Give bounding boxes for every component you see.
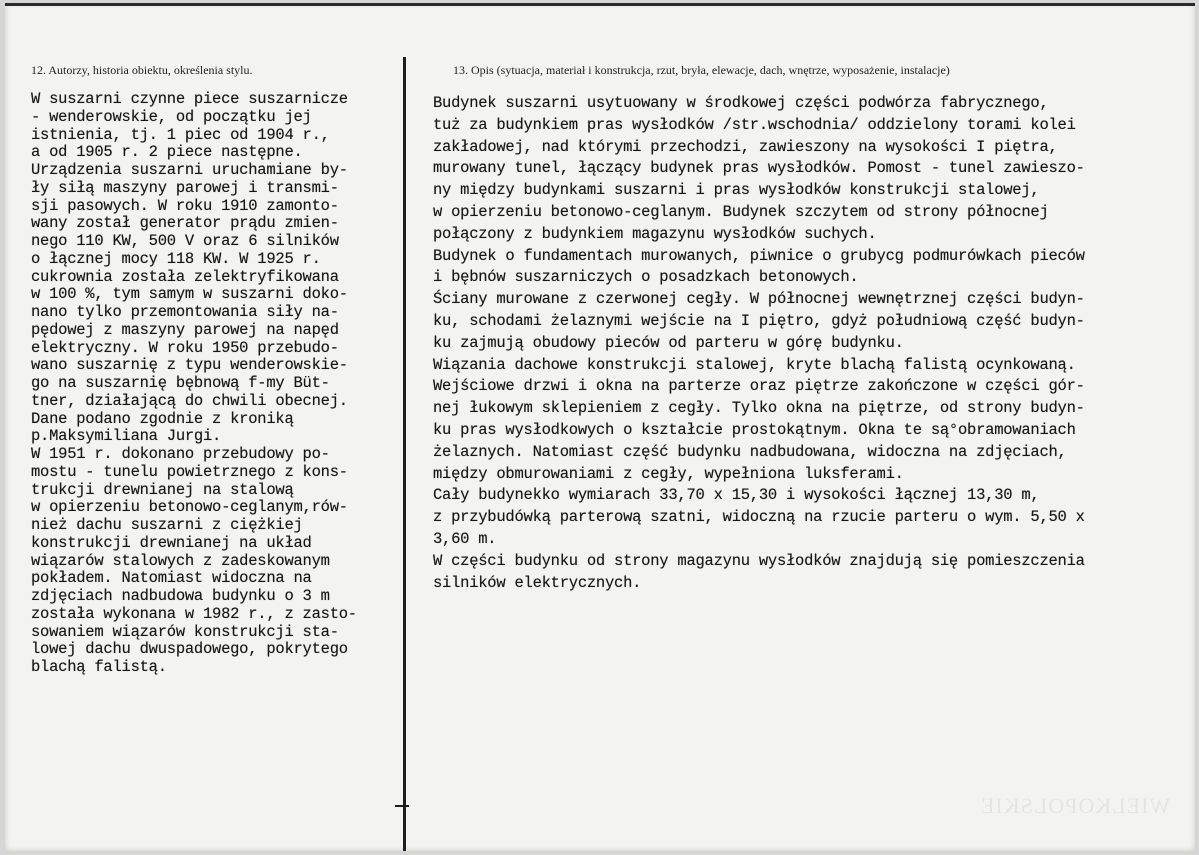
text-line: elektryczny. W roku 1950 przebudo- xyxy=(31,338,339,357)
top-border-line xyxy=(5,3,1195,6)
text-line: cukrownia została zelektryfikowana xyxy=(31,267,339,286)
text-line: trukcji drewnianej na stalową xyxy=(31,480,294,499)
text-line: 3,60 m. xyxy=(433,529,497,548)
text-line: go na suszarnię bębnową f-my Büt- xyxy=(31,374,330,392)
text-line: mostu - tunelu powietrznego z kons- xyxy=(31,462,348,481)
text-line: tner, działającą do chwili obecnej. xyxy=(31,391,348,410)
text-line: wany został generator prądu zmien- xyxy=(31,214,339,233)
text-line: z przybudówką parterową szatni, widoczną na rzucie parteru o wym. 5,50 x xyxy=(433,508,1085,527)
text-line: Budynek suszarni usytuowany w środkowej części podwórza fabrycznego, xyxy=(433,94,1049,112)
text-line: o łącznej mocy 118 KW. W 1925 r. xyxy=(31,249,321,268)
text-line: żelaznych. Natomiast część budynku nadbudowana, widoczna na zdjęciach, xyxy=(433,442,1067,461)
text-line: w opierzeniu betonowo-ceglanym,rów- xyxy=(31,498,348,517)
left-column-header: 12. Autorzy, historia obiektu, określenia stylu. xyxy=(31,63,253,77)
text-line: Dane podano zgodnie z kroniką xyxy=(31,409,294,428)
text-line: ny między budynkami suszarni i pras wysłodków konstrukcji stalowej, xyxy=(433,181,1040,200)
text-line: w 100 %, tym samym w suszarni doko- xyxy=(31,285,348,304)
text-line: sowaniem wiązarów konstrukcji sta- xyxy=(31,622,339,641)
mirrored-stamp-bleedthrough: WIELKOPOLSKIE xyxy=(980,793,1171,818)
text-line: nież dachu suszarni z ciężkiej xyxy=(31,516,303,534)
text-line: wano suszarnię z typu wenderowskie- xyxy=(31,356,348,375)
text-line: konstrukcji drewnianej na układ xyxy=(31,533,312,552)
text-line: W suszarni czynne piece suszarnicze xyxy=(31,90,348,108)
text-line: ły siłą maszyny parowej i transmi- xyxy=(31,178,339,197)
text-line: blachą falistą. xyxy=(31,658,167,676)
text-line: w opierzeniu betonowo-ceglanym. Budynek szczytem od strony północnej xyxy=(433,202,1049,221)
text-line: została wykonana w 1982 r., z zasto- xyxy=(31,604,357,623)
column-divider xyxy=(403,57,406,851)
text-line: silników elektrycznych. xyxy=(433,573,642,592)
text-line: Cały budynekko wymiarach 33,70 x 15,30 i wysokości łącznej 13,30 m, xyxy=(433,486,1040,505)
text-line: sji pasowych. W roku 1910 zamonto- xyxy=(31,196,339,215)
divider-tick-mark xyxy=(395,805,409,807)
text-line: pokładem. Natomiast widoczna na xyxy=(31,569,312,588)
text-line: między obmurowaniami z cegły, wypełniona luksferami. xyxy=(433,464,904,483)
text-line: p.Maksymiliana Jurgi. xyxy=(31,427,222,446)
text-line: istnienia, tj. 1 piec od 1904 r., xyxy=(31,125,330,144)
right-column-header: 13. Opis (sytuacja, materiał i konstrukcja, rzut, bryła, elewacje, dach, wnętrze, wyposażenie, instalacje) xyxy=(453,63,950,77)
text-line: ku pras wysłodkowych o kształcie prostokątnym. Okna te są°obramowaniach xyxy=(433,420,1076,439)
text-line: Wiązania dachowe konstrukcji stalowej, kryte blachą falistą ocynkowaną. xyxy=(433,355,1076,374)
text-line: pędowej z maszyny parowej na napęd xyxy=(31,320,339,339)
text-line: a od 1905 r. 2 piece następne. xyxy=(31,143,303,162)
text-line: W 1951 r. dokonano przebudowy po- xyxy=(31,445,330,463)
text-line: nej łukowym sklepieniem z cegły. Tylko okna na piętrze, od strony budyn- xyxy=(433,399,1085,418)
text-line: ku, schodami żelaznymi wejście na I piętro, gdyż południową część budyn- xyxy=(433,311,1085,330)
text-line: nano tylko przemontowania siły na- xyxy=(31,303,339,321)
text-line: wiązarów stalowych z zadeskowanym xyxy=(31,551,330,570)
text-line: nego 110 KW, 500 V oraz 6 silników xyxy=(31,232,339,250)
text-line: i bębnów suszarniczych o posadzkach betonowych. xyxy=(433,268,859,287)
left-column-text xyxy=(31,91,401,677)
text-line: Budynek o fundamentach murowanych, piwnice o grubycg podmurówkach pieców xyxy=(433,246,1085,265)
text-line: zdjęciach nadbudowa budynku o 3 m xyxy=(31,587,330,605)
text-line: Urządzenia suszarni uruchamiane by- xyxy=(31,161,348,179)
text-line: Wejściowe drzwi i okna na parterze oraz piętrze zakończone w części gór- xyxy=(433,377,1085,396)
text-line: murowany tunel, łączący budynek pras wysłodków. Pomost - tunel zawieszo- xyxy=(433,159,1085,178)
text-line: połączony z budynkiem magazynu wysłodków suchych. xyxy=(433,224,877,243)
text-line: - wenderowskie, od początku jej xyxy=(31,107,312,126)
right-column-text xyxy=(433,93,1183,594)
text-line: W części budynku od strony magazynu wysłodków znajdują się pomieszczenia xyxy=(433,551,1085,570)
text-line: zakładowej, nad którymi przechodzi, zawieszony na wysokości I piętra, xyxy=(433,137,1058,156)
text-line: ku zajmują obudowy pieców od parteru w górę budynku. xyxy=(433,333,904,352)
text-line: lowej dachu dwuspadowego, pokrytego xyxy=(31,640,348,659)
text-line: tuż za budynkiem pras wysłodków /str.wschodnia/ oddzielony torami kolei xyxy=(433,115,1076,134)
document-page xyxy=(5,3,1195,851)
text-line: Ściany murowane z czerwonej cegły. W północnej wewnętrznej części budyn- xyxy=(433,290,1085,309)
